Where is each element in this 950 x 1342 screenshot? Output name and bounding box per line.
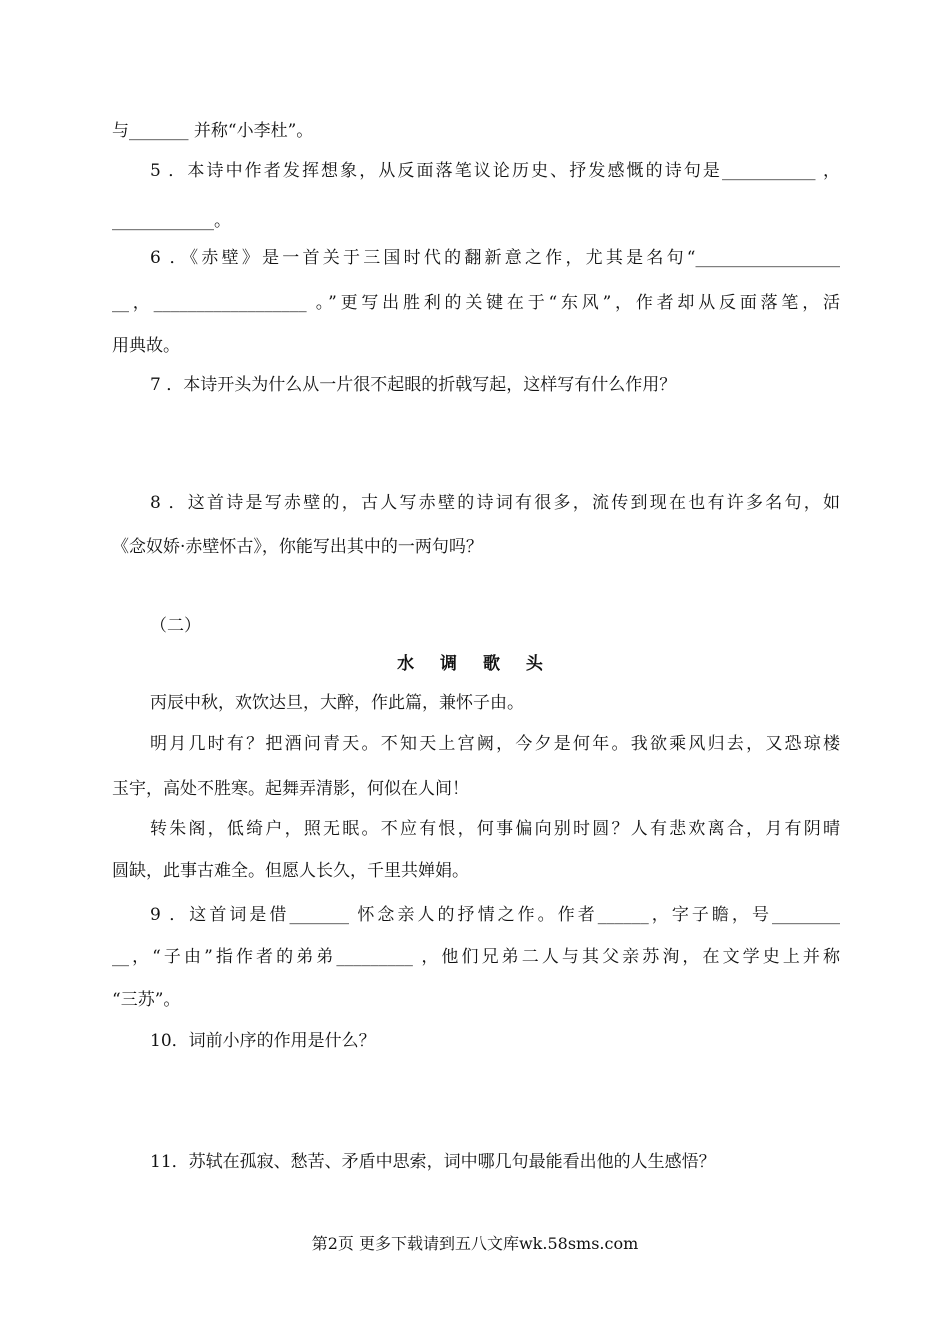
text-line-1: 与_______ 并称“小李杜”。 <box>112 121 314 141</box>
question-6-line-3: 用典故。 <box>112 336 180 356</box>
poem-stanza-1-line-1: 明月几时有？把酒问青天。不知天上宫阙，今夕是何年。我欲乘风归去，又恐琼楼 <box>150 734 840 754</box>
question-5-line-2: ____________。 <box>112 211 231 231</box>
poem-preface: 丙辰中秋，欢饮达旦，大醉，作此篇，兼怀子由。 <box>150 693 524 713</box>
question-11: 11．苏轼在孤寂、愁苦、矛盾中思索，词中哪几句最能看出他的人生感悟？ <box>150 1152 716 1172</box>
question-9-line-1: 9 ．这首词是借_______ 怀念亲人的抒情之作。作者______，字子瞻，号________ <box>150 905 840 925</box>
section-label: （二） <box>150 616 201 636</box>
question-6-line-2: __，__________________ 。”更写出胜利的关键在于“东风”，作者却从反面落笔，活 <box>112 293 840 313</box>
question-8-line-2: 《念奴娇·赤壁怀古》，你能写出其中的一两句吗？ <box>112 537 483 557</box>
question-7: 7 ．本诗开头为什么从一片很不起眼的折戟写起，这样写有什么作用？ <box>150 375 677 395</box>
page-footer: 第2页 更多下载请到五八文库wk.58sms.com <box>311 1234 639 1253</box>
question-5-line-1: 5 ．本诗中作者发挥想象，从反面落笔议论历史、抒发感慨的诗句是___________ ， <box>150 161 840 181</box>
poem-stanza-2-line-2: 圆缺，此事古难全。但愿人长久，千里共婵娟。 <box>112 861 469 881</box>
poem-title: 水 调 歌 头 <box>397 654 553 674</box>
question-9-line-2: __，“子由”指作者的弟弟_________ ，他们兄弟二人与其父亲苏洵，在文学史上并称 <box>112 947 840 967</box>
question-6-line-1: 6 ．《赤壁》是一首关于三国时代的翻新意之作，尤其是名句“_________________ <box>150 248 840 268</box>
question-10: 10．词前小序的作用是什么？ <box>150 1031 376 1051</box>
question-9-line-3: “三苏”。 <box>112 990 181 1010</box>
poem-stanza-2-line-1: 转朱阁，低绮户，照无眠。不应有恨，何事偏向别时圆？人有悲欢离合，月有阴晴 <box>150 819 840 839</box>
poem-stanza-1-line-2: 玉宇，高处不胜寒。起舞弄清影，何似在人间！ <box>112 779 469 799</box>
question-8-line-1: 8 ．这首诗是写赤壁的，古人写赤壁的诗词有很多，流传到现在也有许多名句，如 <box>150 493 840 513</box>
